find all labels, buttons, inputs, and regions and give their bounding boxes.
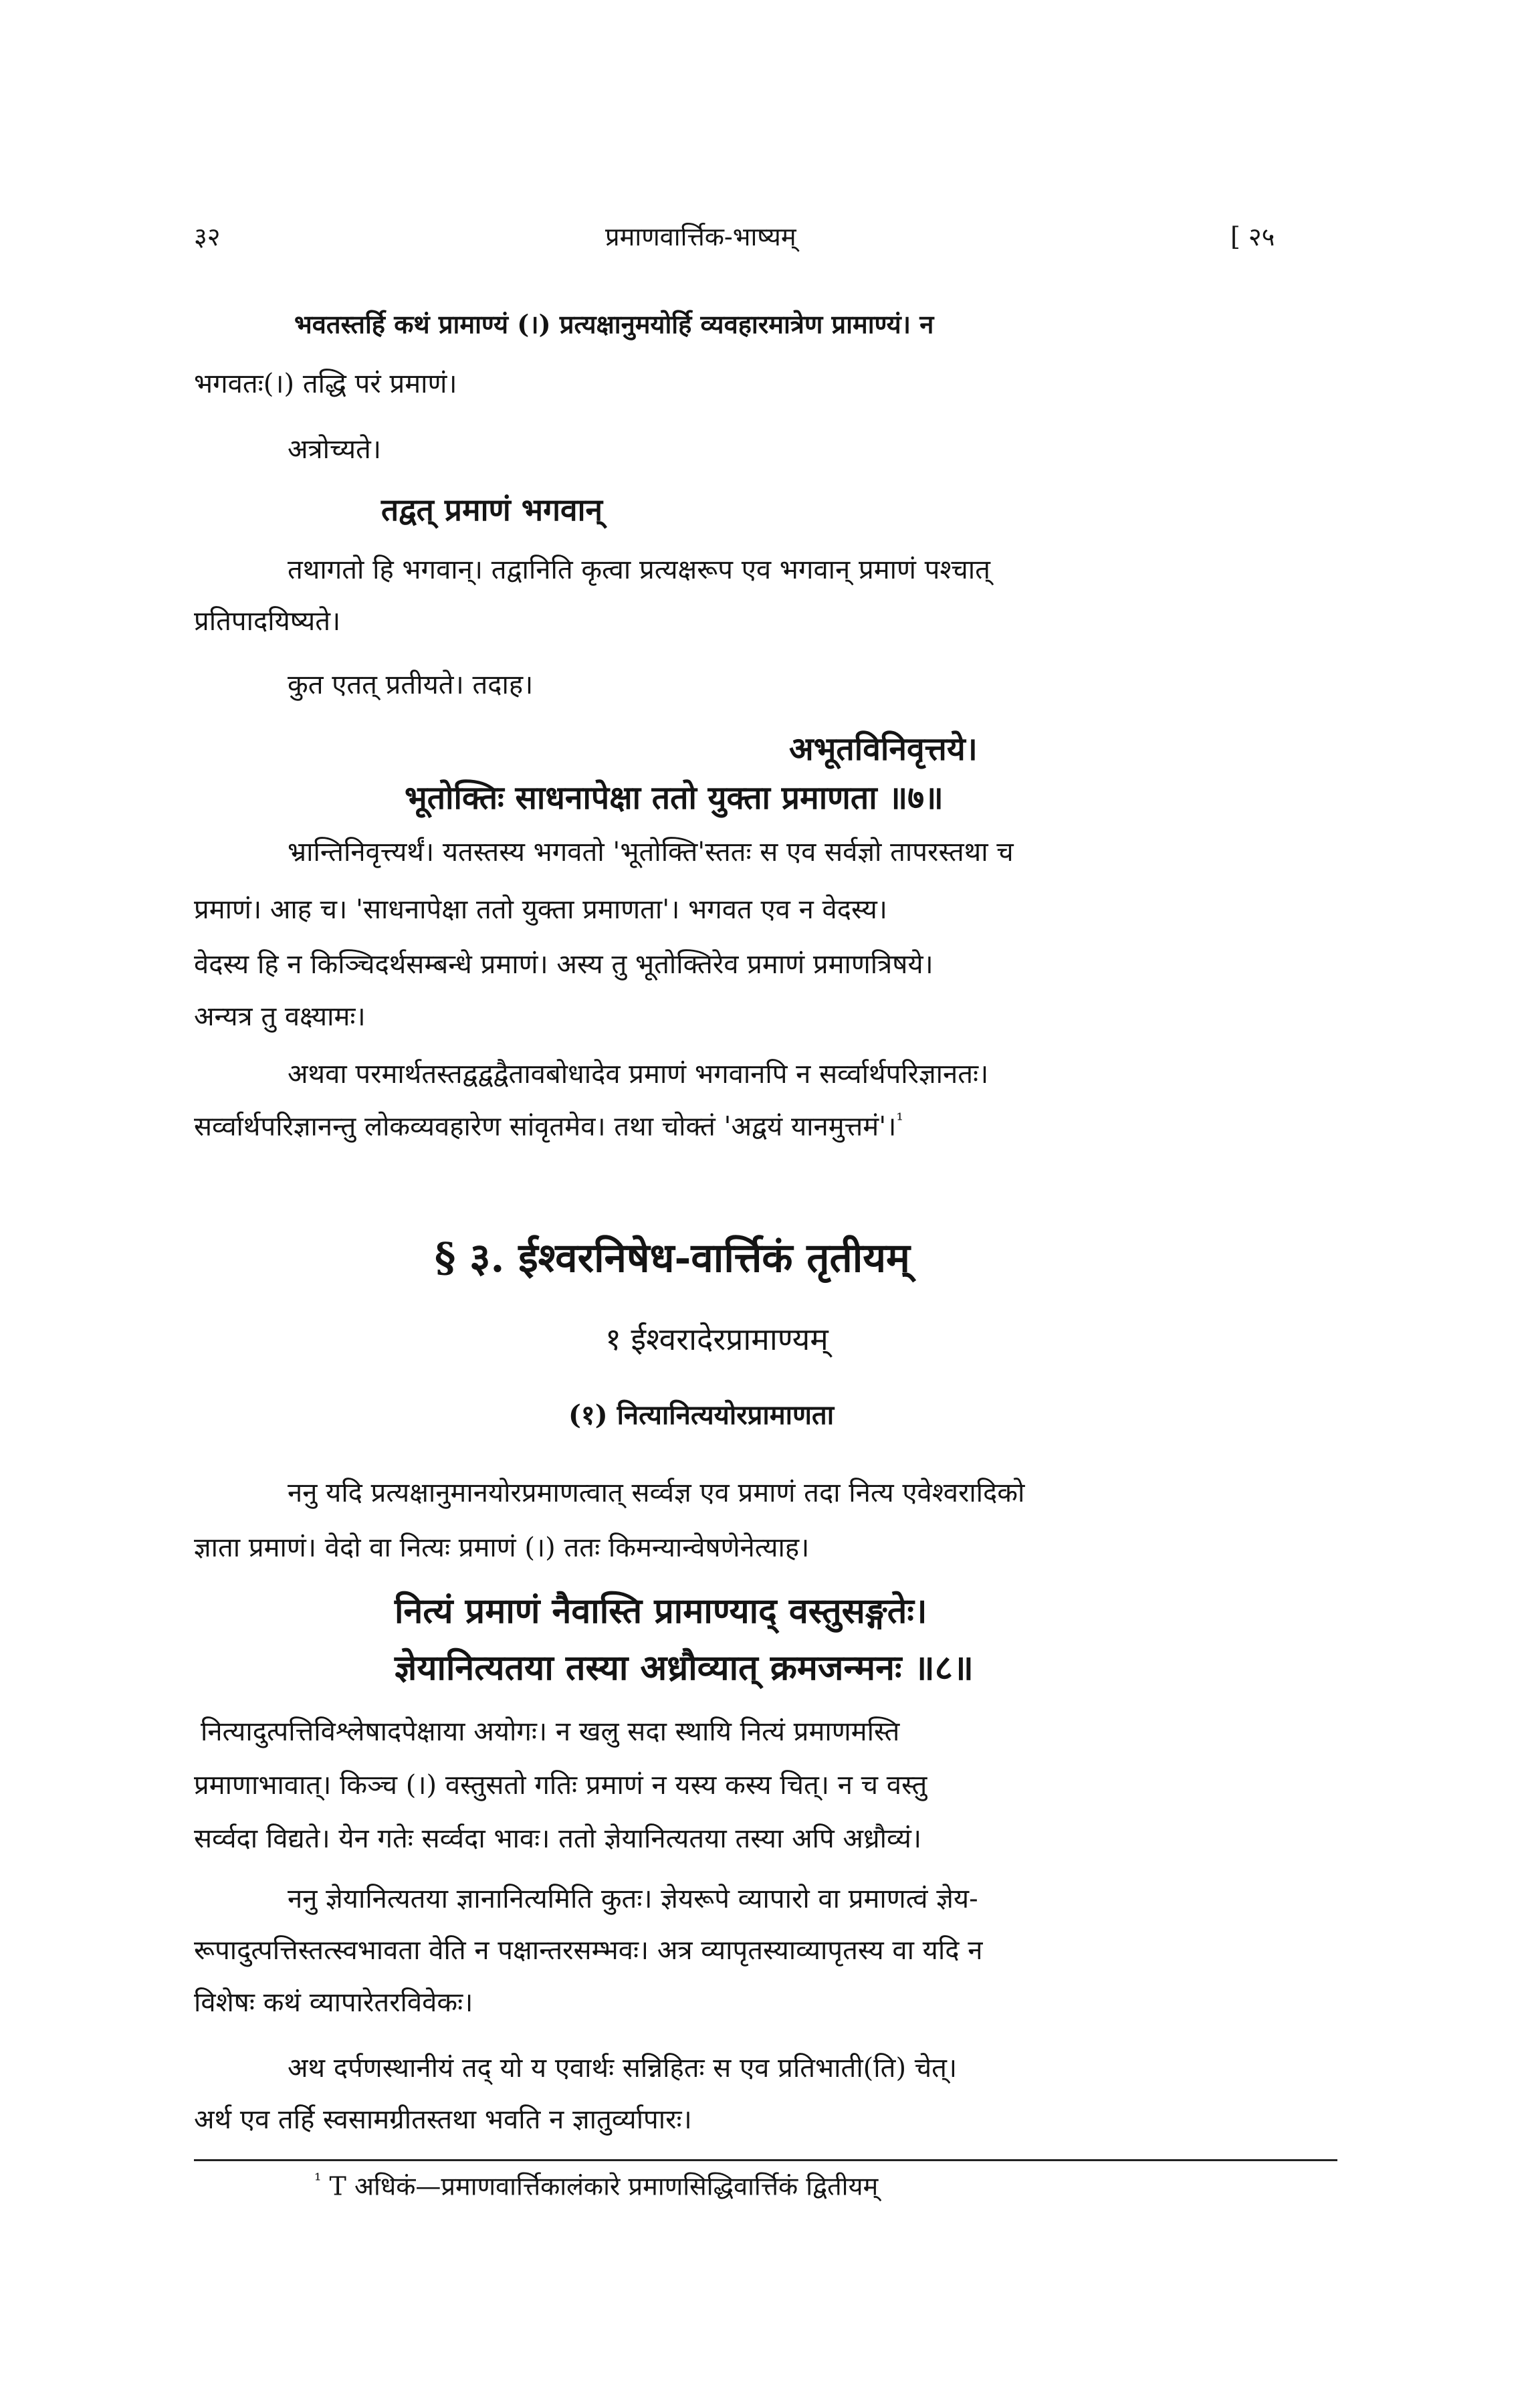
paragraph-6-line-2 (194, 1110, 903, 1142)
footnote-text: T अधिकं—प्रमाणवार्त्तिकालंकारे प्रमाणसिद्धिवार्त्तिकं द्वितीयम् (329, 2171, 879, 2201)
footnote (314, 2171, 878, 2202)
paragraph-2: अत्रोच्यते। (288, 434, 381, 465)
paragraph-3-line-2: प्रतिपादयिष्यते। (194, 606, 341, 637)
paragraph-9-line-3: विशेषः कथं व्यापारेतरविवेकः। (194, 1987, 473, 2018)
paragraph-8-line-3: सर्व्वदा विद्यते। येन गतेः सर्व्वदा भावः। ततो ज्ञेयानित्यतया तस्या अपि अध्रौव्यं। (194, 1823, 921, 1854)
paragraph-7-line-2: ज्ञाता प्रमाणं। वेदो वा नित्यः प्रमाणं (।) ततः किमन्यान्वेषणेनेत्याह। (194, 1532, 810, 1563)
paragraph-5-line-2: प्रमाणं। आह च। 'साधनापेक्षा ततो युक्ता प्रमाणता'। भगवत एव न वेदस्य। (194, 894, 887, 925)
footnote-reference-mark: ¹ (896, 1110, 903, 1130)
paragraph-4: कुत एतत् प्रतीयते। तदाह। (288, 670, 534, 700)
verse-3-line-1: नित्यं प्रमाणं नैवास्ति प्रामाण्याद् वस्तुसङ्गतेः। (395, 1591, 927, 1631)
paragraph-5-line-3: वेदस्य हि न किञ्चिदर्थसम्बन्धे प्रमाणं। अस्य तु भूतोक्तिरेव प्रमाणं प्रमाणत्रिषये। (194, 949, 933, 980)
verse-2-line-1: अभूतविनिवृत्तये। (789, 730, 978, 768)
paragraph-5-line-4: अन्यत्र तु वक्ष्यामः। (194, 1001, 366, 1032)
paragraph-1-line-2: भगवतः(।) तद्धि परं प्रमाणं। (194, 369, 457, 399)
footnote-divider (194, 2159, 1337, 2161)
paragraph-6-line-2-text: सर्व्वार्थपरिज्ञानन्तु लोकव्यवहारेण सांवृतमेव। तथा चोक्तं 'अद्वयं यानमुत्तमं'। (194, 1111, 897, 1142)
paragraph-8-line-1: नित्यादुत्पत्तिविश्लेषादपेक्षाया अयोगः। न खलु सदा स्थायि नित्यं प्रमाणमस्ति (201, 1716, 900, 1747)
paragraph-1-line-1: भवतस्तर्हि कथं प्रामाण्यं (।) प्रत्यक्षानुमयोर्हि व्यवहारमात्रेण प्रामाण्यं। न (294, 309, 934, 339)
section-heading: § ३. ईश्वरनिषेध-वार्त्तिकं तृतीयम् (435, 1235, 910, 1282)
paragraph-9-line-1: ननु ज्ञेयानित्यतया ज्ञानानित्यमिति कुतः। ज्ञेयरूपे व्यापारो वा प्रमाणत्वं ज्ञेय- (288, 1884, 978, 1914)
paragraph-5-line-1: भ्रान्तिनिवृत्त्यर्थं। यतस्तस्य भगवतो 'भूतोक्ति'स्ततः स एव सर्वज्ञो तापरस्तथा च (288, 837, 1014, 868)
paragraph-8-line-2: प्रमाणाभावात्। किञ्च (।) वस्तुसतो गतिः प्रमाणं न यस्य कस्य चित्। न च वस्तु (194, 1770, 927, 1801)
paragraph-9-line-2: रूपादुत्पत्तिस्तत्स्वभावता वेति न पक्षान्तरसम्भवः। अत्र व्यापृतस्याव्यापृतस्य वा यदि न (194, 1935, 983, 1966)
footnote-mark: ¹ (314, 2171, 322, 2191)
running-title: प्रमाणवार्त्तिक-भाष्यम् (605, 222, 796, 252)
verse-3-line-2: ज्ञेयानित्यतया तस्या अध्रौव्यात् क्रमजन्मनः ॥८॥ (395, 1647, 974, 1688)
paragraph-10-line-2: अर्थ एव तर्हि स्वसामग्रीतस्तथा भवति न ज्ञातुर्व्यापारः। (194, 2104, 692, 2135)
subsubheading: (१) नित्यानित्ययोरप्रामाणता (568, 1399, 835, 1431)
paragraph-10-line-1: अथ दर्पणस्थानीयं तद् यो य एवार्थः सन्निहितः स एव प्रतिभाती(ति) चेत्। (288, 2053, 958, 2084)
verse-2-line-2: भूतोक्तिः साधनापेक्षा ततो युक्ता प्रमाणता ॥७॥ (405, 779, 944, 817)
paragraph-7-line-1: ननु यदि प्रत्यक्षानुमानयोरप्रमाणत्वात् सर्व्वज्ञ एव प्रमाणं तदा नित्य एवेश्वरादिको (288, 1478, 1025, 1508)
subheading: १ ईश्वरादेरप्रामाण्यम् (605, 1321, 829, 1357)
page-number: ३२ (194, 222, 221, 252)
paragraph-3-line-1: तथागतो हि भगवान्। तद्वानिति कृत्वा प्रत्यक्षरूप एव भगवान् प्रमाणं पश्चात् (288, 555, 990, 585)
verse-1: तद्वत् प्रमाणं भगवान् (381, 492, 603, 528)
paragraph-6-line-1: अथवा परमार्थतस्तद्वद्वद्वैतावबोधादेव प्रमाणं भगवानपि न सर्व्वार्थपरिज्ञानतः। (288, 1059, 989, 1090)
section-reference: [ २५ (1230, 222, 1275, 252)
